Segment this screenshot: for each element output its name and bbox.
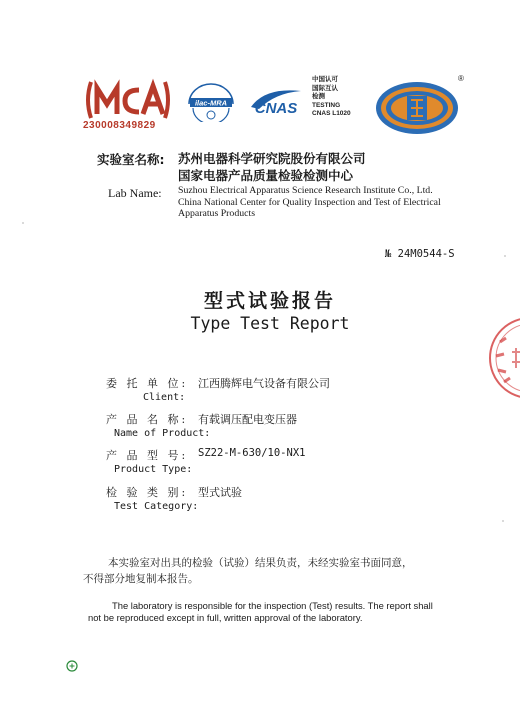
scan-speck bbox=[22, 222, 24, 224]
cnas-text: CNAS bbox=[254, 100, 298, 117]
lab-name-cn-line: 苏州电器科学研究院股份有限公司 bbox=[178, 151, 366, 166]
test-category-label-cn: 检 验 类 别: bbox=[106, 486, 189, 499]
report-title-en: Type Test Report bbox=[190, 314, 350, 333]
cnas-logo-icon bbox=[245, 85, 307, 121]
statement-en bbox=[88, 600, 488, 624]
small-seal-icon bbox=[66, 660, 78, 672]
cma-number: 230008349829 bbox=[83, 120, 156, 131]
scan-speck bbox=[502, 520, 504, 522]
cnas-line: CNAS L1020 bbox=[312, 110, 351, 117]
statement-cn bbox=[0, 555, 520, 587]
cnas-line: 检测 bbox=[312, 93, 325, 100]
ilac-mra-logo-icon bbox=[185, 82, 237, 122]
scan-speck bbox=[504, 255, 506, 257]
cnas-side-text bbox=[312, 76, 372, 119]
lab-name-label-en: Lab Name: bbox=[108, 186, 162, 200]
cma-logo-icon bbox=[83, 78, 173, 122]
quality-center-logo-icon bbox=[374, 78, 460, 138]
cnas-line: TESTING bbox=[312, 101, 341, 109]
client-label-en: Client: bbox=[143, 392, 186, 403]
product-name-value: 有载调压配电变压器 bbox=[198, 413, 297, 426]
report-number: № 24M0544-S bbox=[385, 248, 455, 260]
product-name-label-en: Name of Product: bbox=[114, 428, 211, 439]
red-stamp-icon bbox=[486, 312, 520, 404]
product-type-label-cn: 产 品 型 号: bbox=[106, 449, 189, 462]
lab-name-cn-line: 国家电器产品质量检验检测中心 bbox=[178, 168, 354, 183]
ilac-text: ilac-MRA bbox=[194, 98, 228, 108]
statement-cn-line: 不得部分地复制本报告。 bbox=[83, 573, 199, 585]
lab-name-cn bbox=[178, 150, 366, 184]
statement-en-line: not be reproduced except in full, written approval of the laboratory. bbox=[88, 612, 363, 623]
lab-name-en bbox=[178, 185, 478, 220]
client-value: 江西腾辉电气设备有限公司 bbox=[198, 377, 330, 390]
statement-en-line: The laboratory is responsible for the inspection (Test) results. The report shall bbox=[112, 600, 433, 611]
registered-mark: ® bbox=[458, 74, 464, 83]
report-title-cn: 型式试验报告 bbox=[203, 290, 336, 312]
lab-name-en-line: Apparatus Products bbox=[178, 208, 256, 219]
cnas-line: 国际互认 bbox=[312, 84, 338, 92]
cnas-line: 中国认可 bbox=[312, 76, 338, 83]
product-type-label-en: Product Type: bbox=[114, 464, 193, 475]
client-label-cn: 委 托 单 位: bbox=[106, 377, 189, 390]
statement-cn-line: 本实验室对出具的检验（试验）结果负责，未经实验室书面同意， bbox=[108, 557, 413, 569]
product-name-label-cn: 产 品 名 称: bbox=[106, 413, 189, 426]
test-category-label-en: Test Category: bbox=[114, 501, 199, 512]
lab-name-label-cn: 实验室名称: bbox=[97, 152, 165, 167]
lab-name-en-line: China National Center for Quality Inspection and Test of Electrical bbox=[178, 196, 441, 208]
test-category-value: 型式试验 bbox=[198, 486, 242, 499]
certification-logos bbox=[0, 70, 520, 140]
lab-name-en-line: Suzhou Electrical Apparatus Science Research Institute Co., Ltd. bbox=[178, 185, 433, 196]
product-type-value: SZ22-M-630/10-NX1 bbox=[198, 447, 306, 459]
